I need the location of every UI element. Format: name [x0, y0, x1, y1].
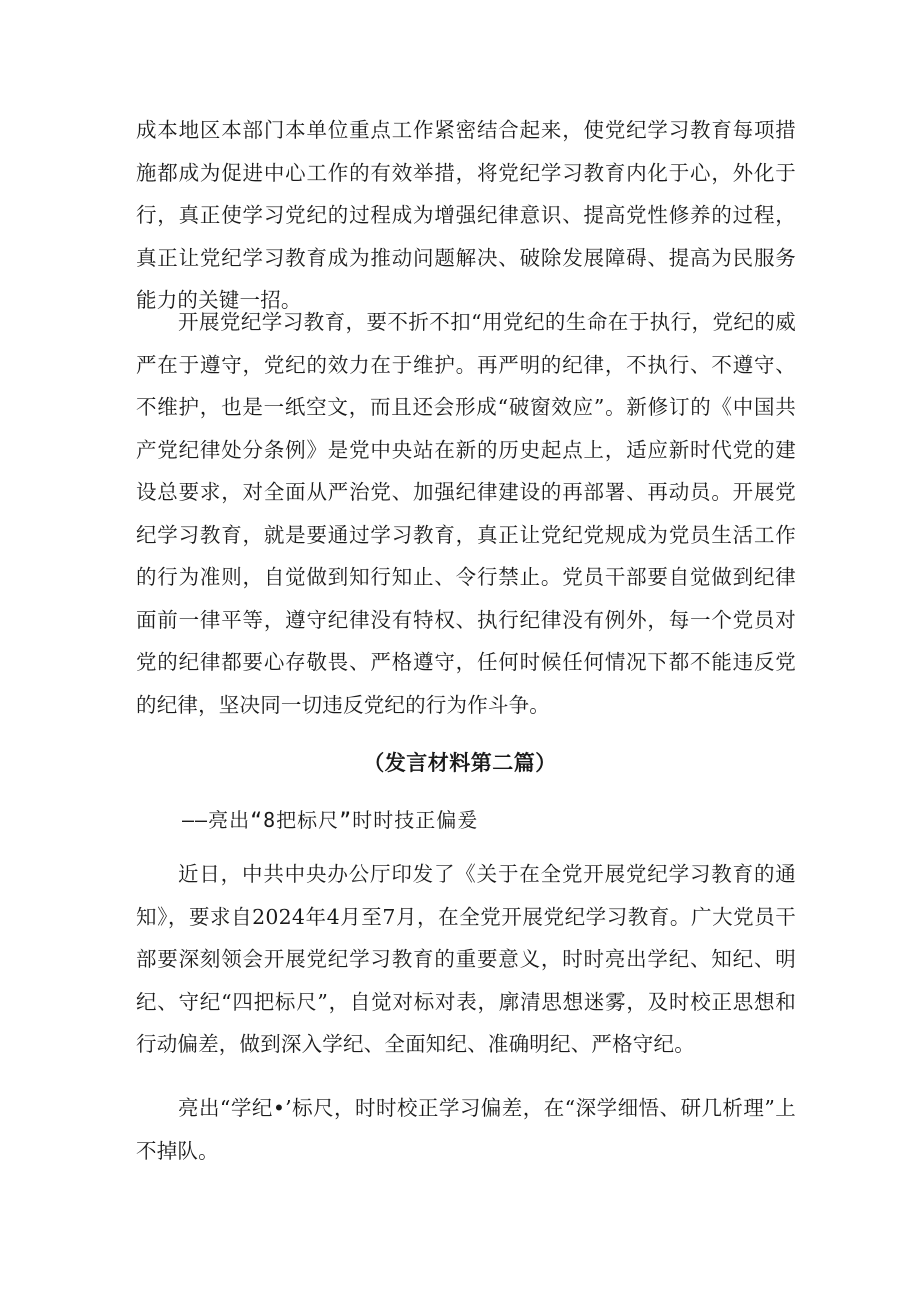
- body-paragraph-3: 近日，中共中央办公厅印发了《关于在全党开展党纪学习教育的通知》，要求自2024年4月至7月，在全党开展党纪学习教育。广大党员干部要深刻领会开展党纪学习教育的重要意义，时时亮出学纪、知纪、明纪、守纪“四把标尺”，自觉对标对表，廓清思想迷雾，及时校正思想和行动偏差，做到深入学纪、全面知纪、准确明纪、严格守纪。: [136, 862, 796, 1056]
- section-subtitle: ——亮出“8把标尺”时时技正偏爰: [182, 808, 479, 832]
- body-paragraph-4: 亮出“学纪•’标尺，时时校正学习偏差，在“深学细悟、研几析理”上不掉队。: [136, 1096, 796, 1163]
- body-paragraph-1: 成本地区本部门本单位重点工作紧密结合起来，使党纪学习教育每项措施都成为促进中心工作的有效举措，将党纪学习教育内化于心，外化于行，真正使学习党纪的过程成为增强纪律意识、提高党性修养的过程，真正让党纪学习教育成为推动问题解决、破除发展障碍、提高为民服务能力的关键一招。: [136, 118, 796, 312]
- body-paragraph-2: 开展党纪学习教育，要不折不扣“用党纪的生命在于执行，党纪的威严在于遵守，党纪的效力在于维护。再严明的纪律，不执行、不遵守、不维护，也是一纸空文，而且还会形成“破窗效应”。新修订的《中国共产党纪律处分条例》是党中央站在新的历史起点上，适应新时代党的建设总要求，对全面从严治党、加强纪律建设的再部署、再动员。开展党纪学习教育，就是要通过学习教育，真正让党纪党规成为党员生活工作的行为准则，自觉做到知行知止、令行禁止。党员干部要自觉做到纪律面前一律平等，遵守纪律没有特权、执行纪律没有例外，每一个党员对党的纪律都要心存敬畏、严格遵守，任何时候任何情况下都不能违反党的纪律，坚决同一切违反党纪的行为作斗争。: [136, 310, 796, 717]
- section-heading: （发言材料第二篇）: [363, 751, 557, 775]
